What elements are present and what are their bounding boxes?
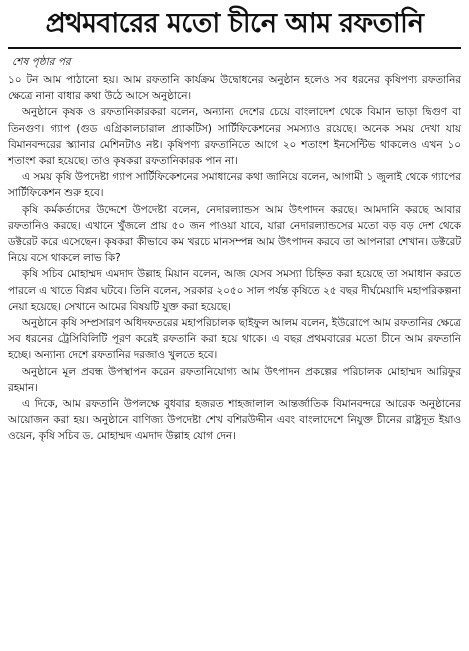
paragraph-4: কৃষি কর্মকর্তাদের উদ্দেশে উপদেষ্টা বলেন, নেদারল্যান্ডস আম উৎপাদন করছে। আমদানি করছে আবার রফতানিও করছে। এখানে খুঁজলে প্রায় ৫০ জন পাওয়া যাবে, যারা নেদারল্যান্ডসের মতো বড় বড় দেশ থেকে ডক্টরেট করে এসেছেন। কৃষকরা কীভাবে কম খরচে মানসম্পন্ন আম উৎপাদন করবে তা আপনারা শেখান। ডক্টরেট নিয়ে বসে থাকলে লাভ কি? <box>8 203 461 265</box>
paragraph-1: ১০ টন আম পাঠানো হয়। আম রফতানি কার্যক্রম উদ্বোধনের অনুষ্ঠান হলেও সব ধরনের কৃষিপণ্য রফতানির ক্ষেত্রে নানা বাধার কথা উঠে আসে অনুষ্ঠানে। <box>8 74 461 103</box>
paragraph-5: কৃষি সচিব মোহাম্মদ এমদাদ উল্লাহ মিয়ান বলেন, আজ যেসব সমস্যা চিহ্নিত করা হয়েছে তা সমাধান করতে পারলে এ খাতে বিপ্লব ঘটবে। তিনি বলেন, সরকার ২০৫০ সাল পর্যন্ত কৃষিতে ২৫ বছর দীর্ঘমেয়াদি মহাপরিকল্পনা নেয়া হয়েছে। সেখানে আমের বিষয়টি যুক্ত করা হয়েছে। <box>8 268 461 313</box>
headline: প্রথমবারের মতো চীনে আম রফতানি <box>45 8 424 39</box>
paragraph-3: এ সময় কৃষি উপদেষ্টা গ্যাপ সার্টিফিকেশনের সমাধানের কথা জানিয়ে বলেন, আগামী ১ জুলাই থেকে গ্যাপের সার্টিফিকেশন শুরু হবে। <box>8 171 461 200</box>
continued-from-label: শেষ পৃষ্ঠার পর <box>12 56 71 68</box>
paragraph-6: অনুষ্ঠানে কৃষি সম্প্রসারণ অধিদফতরের মহাপরিচালক ছাইফুল আলম বলেন, ইউরোপে আম রফতানির ক্ষেত্রে সব ধরনের ট্রেসিবিলিটি পূরণ করেই রফতানি করা হয়ে থাকে। এ বছর প্রথমবারের মতো চীনে আম রফতানি হচ্ছে। অন্যান্য দেশে রফতানির দরজাও খুলতে হবে। <box>8 317 461 362</box>
paragraph-8: এ দিকে, আম রফতানি উপলক্ষে বুধবার হজরত শাহজালাল আন্তর্জাতিক বিমানবন্দরে আরেক অনুষ্ঠানের আয়োজন করা হয়। অনুষ্ঠানে বাণিজ্য উপদেষ্টা শেখ বশিরউদ্দীন এবং বাংলাদেশে নিযুক্ত চীনের রাষ্ট্রদূত ইয়াও ওয়েন, কৃষি সচিব ড. মোহাম্মদ এমদাদ উল্লাহ যোগ দেন। <box>8 398 461 443</box>
paragraph-7: অনুষ্ঠানে মূল প্রবন্ধ উপস্থাপন করেন রফতানিযোগ্য আম উৎপাদন প্রকল্পের পরিচালক মোহাম্মদ আরিফুর রহমান। <box>8 365 461 394</box>
article-body <box>8 72 461 445</box>
headline-rule <box>8 47 461 49</box>
paragraph-2: অনুষ্ঠানে কৃষক ও রফতানিকারকরা বলেন, অন্যান্য দেশের চেয়ে বাংলাদেশ থেকে বিমান ভাড়া দ্বিগুণ বা তিনগুণ। গ্যাপ (গুড এগ্রিকালচারাল প্র্যাকটিস) সার্টিফিকেশনের সমস্যাও রয়েছে। অনেক সময় দেখা যায় বিমানবন্দরের স্ক্যানার মেশিনটাও নষ্ট। কৃষিপণ্য রফতানিতে আগে ২০ শতাংশ ইনসেন্টিভ থাকলেও এখন ১০ শতাংশ করা হয়েছে। তাও কৃষকরা রফতানিকারক পান না। <box>8 106 461 168</box>
